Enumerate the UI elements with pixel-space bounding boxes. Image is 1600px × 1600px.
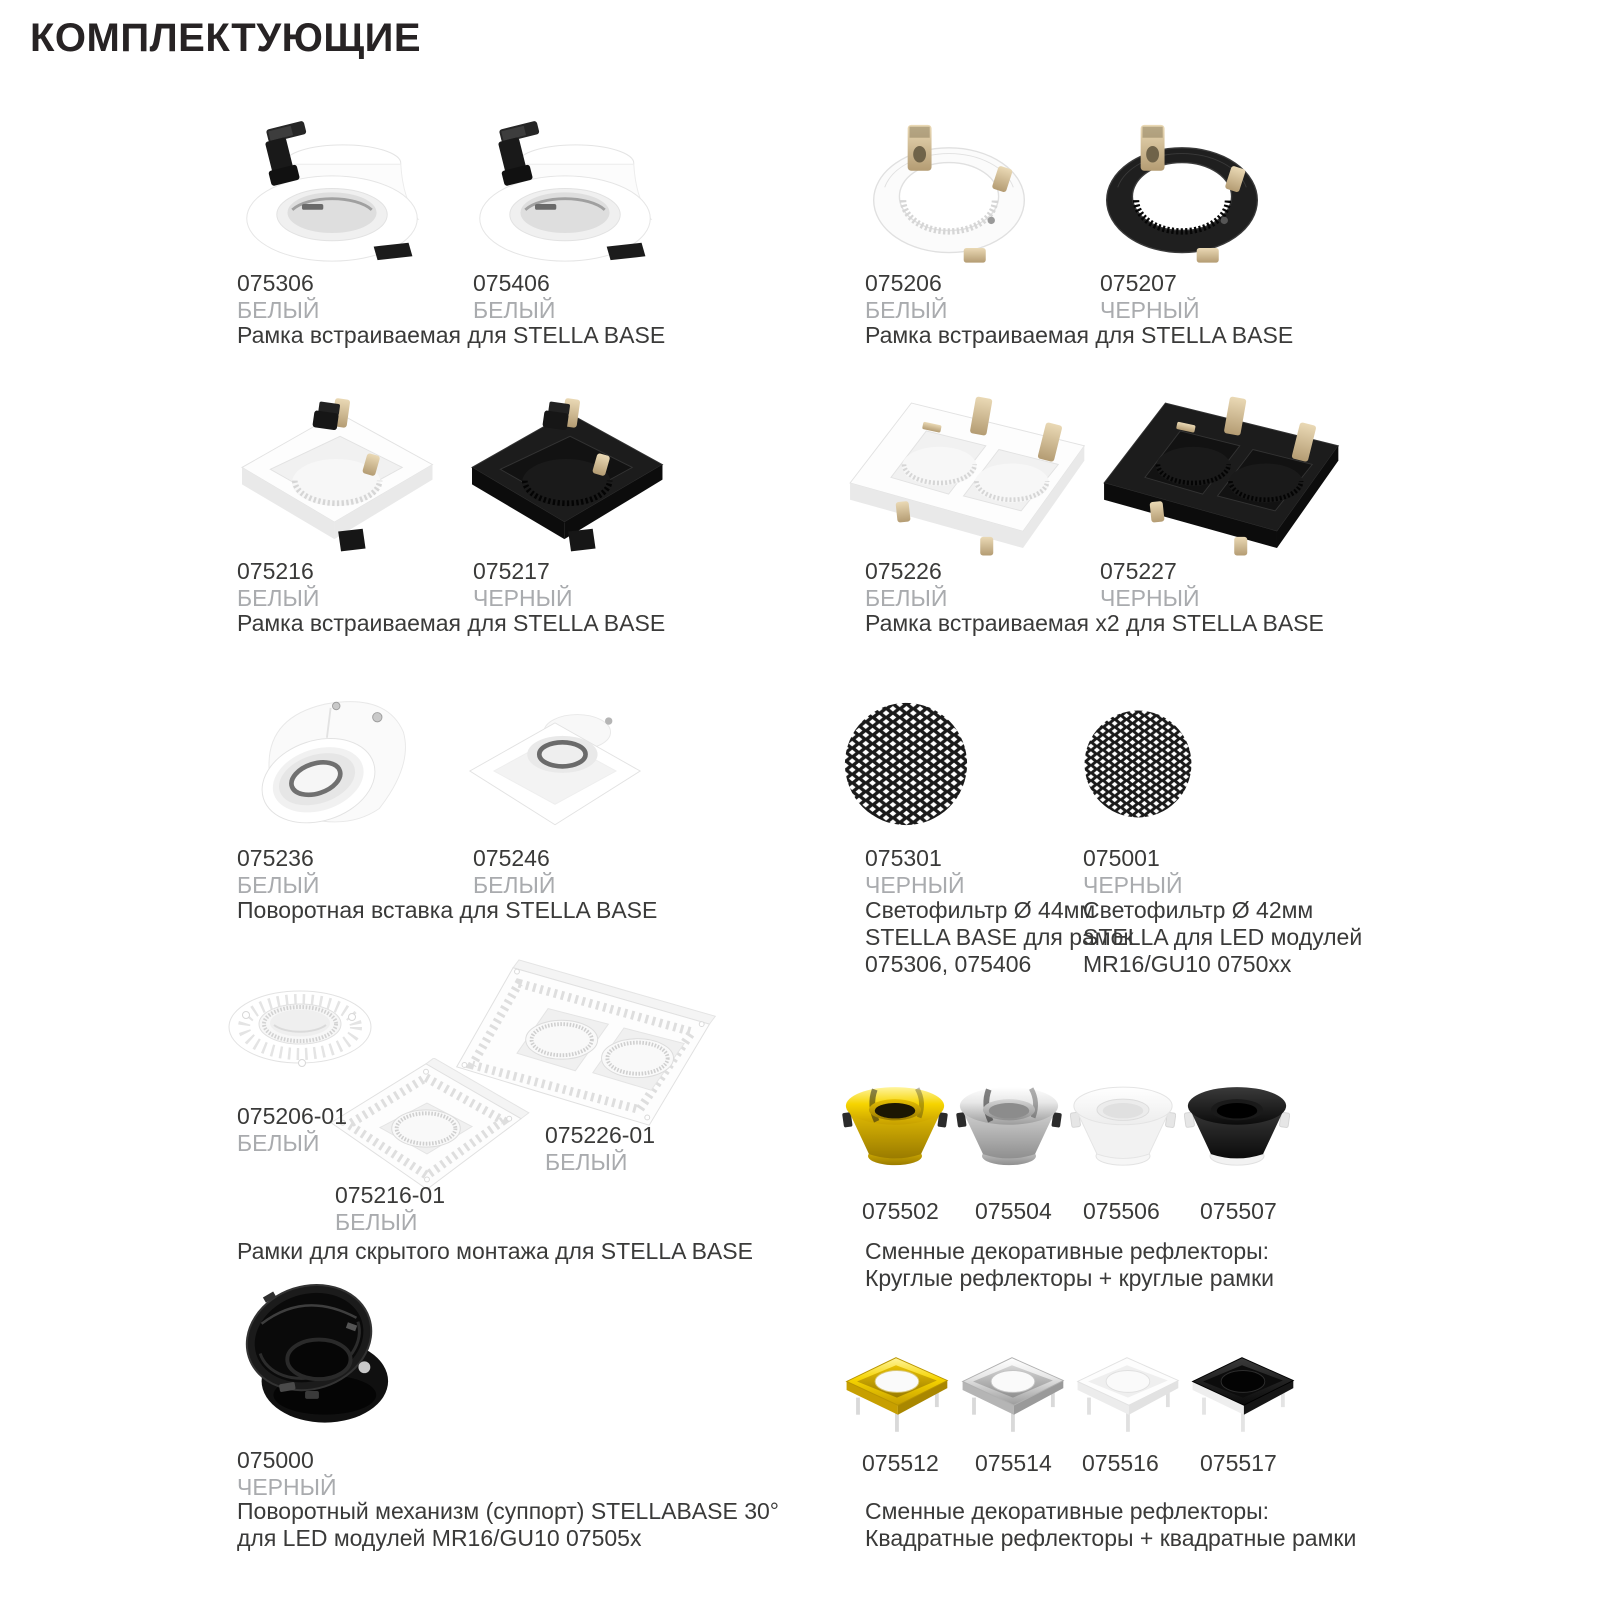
product-code: 075502 <box>862 1198 939 1224</box>
product-label-075207 <box>1100 270 1200 324</box>
product-label-075206 <box>865 270 947 324</box>
product-image-075406 <box>458 110 673 265</box>
product-image-075000 <box>228 1262 396 1430</box>
product-image-075301 <box>842 700 970 828</box>
product-color: БЕЛЫЙ <box>865 585 948 611</box>
product-image-075506 <box>1070 1085 1176 1175</box>
caption-support <box>237 1498 779 1552</box>
product-label-075406 <box>473 270 555 324</box>
product-code: 075226-01 <box>545 1122 655 1148</box>
product-color: БЕЛЫЙ <box>237 585 320 611</box>
caption-line: Поворотный механизм (суппорт) STELLABASE 30° <box>237 1498 780 1524</box>
product-color: ЧЕРНЫЙ <box>1100 297 1200 323</box>
product-label-075506 <box>1083 1198 1160 1225</box>
product-color: ЧЕРНЫЙ <box>473 585 573 611</box>
product-color: ЧЕРНЫЙ <box>865 872 965 898</box>
product-code: 075001 <box>1083 845 1160 871</box>
product-label-075226-01 <box>545 1122 655 1176</box>
product-code: 075216-01 <box>335 1182 445 1208</box>
product-label-075227 <box>1100 558 1200 612</box>
product-color: БЕЛЫЙ <box>545 1149 628 1175</box>
product-code: 075506 <box>1083 1198 1160 1224</box>
product-color: ЧЕРНЫЙ <box>237 1474 337 1500</box>
product-image-075514 <box>954 1352 1070 1447</box>
caption-line: Круглые рефлекторы + круглые рамки <box>865 1265 1275 1291</box>
product-code: 075207 <box>1100 270 1177 296</box>
product-code: 075216 <box>237 558 314 584</box>
product-code: 075246 <box>473 845 550 871</box>
product-label-075502 <box>862 1198 939 1225</box>
product-color: БЕЛЫЙ <box>335 1209 418 1235</box>
product-label-075306 <box>237 270 319 324</box>
product-label-075514 <box>975 1450 1052 1477</box>
caption-line: STELLA для LED модулей <box>1083 924 1363 950</box>
product-label-075246 <box>473 845 555 899</box>
product-label-075504 <box>975 1198 1052 1225</box>
product-code: 075206 <box>865 270 942 296</box>
product-code: 075000 <box>237 1447 314 1473</box>
product-label-075217 <box>473 558 573 612</box>
product-label-075226 <box>865 558 947 612</box>
caption-filter-075001 <box>1083 897 1362 978</box>
product-label-075236 <box>237 845 319 899</box>
caption-line: MR16/GU10 0750xx <box>1083 951 1292 977</box>
caption-reflectors-square <box>865 1498 1356 1552</box>
product-label-075507 <box>1200 1198 1277 1225</box>
caption-line: Светофильтр Ø 42мм <box>1083 897 1314 923</box>
product-code: 075512 <box>862 1450 939 1476</box>
product-image-075216-01 <box>322 1058 530 1200</box>
product-label-075000 <box>237 1447 337 1501</box>
product-image-075216 <box>222 392 444 557</box>
product-image-075512 <box>838 1352 954 1447</box>
product-image-075226 <box>836 390 1104 562</box>
caption-frames-double: Рамка встраиваемая x2 для STELLA BASE <box>865 610 1324 636</box>
product-code: 075217 <box>473 558 550 584</box>
product-image-075001 <box>1082 708 1194 820</box>
page-title: КОМПЛЕКТУЮЩИЕ <box>30 16 422 60</box>
caption-line: STELLA BASE для рамок <box>865 924 1134 950</box>
product-label-075512 <box>862 1450 939 1477</box>
product-code: 075227 <box>1100 558 1177 584</box>
product-code: 075306 <box>237 270 314 296</box>
product-image-075227 <box>1090 390 1358 562</box>
product-image-075517 <box>1184 1352 1300 1447</box>
caption-frames-round-bw: Рамка встраиваемая для STELLA BASE <box>865 322 1294 348</box>
product-code: 075504 <box>975 1198 1052 1224</box>
caption-line: Сменные декоративные рефлекторы: <box>865 1238 1270 1264</box>
product-code: 075236 <box>237 845 314 871</box>
product-image-075504 <box>956 1085 1062 1175</box>
product-code: 075514 <box>975 1450 1052 1476</box>
product-code: 075507 <box>1200 1198 1277 1224</box>
caption-frames-square: Рамка встраиваемая для STELLA BASE <box>237 610 666 636</box>
product-image-075246 <box>455 684 655 846</box>
product-color: БЕЛЫЙ <box>237 297 320 323</box>
product-code: 075406 <box>473 270 550 296</box>
product-color: БЕЛЫЙ <box>237 1130 320 1156</box>
caption-frames-round-white: Рамка встраиваемая для STELLA BASE <box>237 322 666 348</box>
caption-reflectors-round <box>865 1238 1274 1292</box>
product-label-075206-01 <box>237 1103 347 1157</box>
product-label-075517 <box>1200 1450 1277 1477</box>
product-image-075502 <box>842 1085 948 1175</box>
caption-inserts: Поворотная вставка для STELLA BASE <box>237 897 658 923</box>
product-color: ЧЕРНЫЙ <box>1083 872 1183 898</box>
product-color: БЕЛЫЙ <box>473 872 556 898</box>
product-code: 075206-01 <box>237 1103 347 1129</box>
product-code: 075517 <box>1200 1450 1277 1476</box>
product-code: 075301 <box>865 845 942 871</box>
product-label-075516 <box>1082 1450 1159 1477</box>
product-code: 075226 <box>865 558 942 584</box>
caption-line: Сменные декоративные рефлекторы: <box>865 1498 1270 1524</box>
product-color: БЕЛЫЙ <box>865 297 948 323</box>
product-color: БЕЛЫЙ <box>237 872 320 898</box>
caption-hidden-frames: Рамки для скрытого монтажа для STELLA BASE <box>237 1238 753 1264</box>
caption-line: Квадратные рефлекторы + квадратные рамки <box>865 1525 1357 1551</box>
product-image-075516 <box>1069 1352 1185 1447</box>
product-label-075216-01 <box>335 1182 445 1236</box>
caption-line: для LED модулей MR16/GU10 07505x <box>237 1525 642 1551</box>
product-image-075206 <box>855 112 1043 270</box>
product-image-075217 <box>452 392 674 557</box>
caption-line: 075306, 075406 <box>865 951 1032 977</box>
product-image-075207 <box>1088 112 1276 270</box>
product-label-075301 <box>865 845 965 899</box>
product-label-075216 <box>237 558 319 612</box>
product-color: БЕЛЫЙ <box>473 297 556 323</box>
product-code: 075516 <box>1082 1450 1159 1476</box>
product-image-075236 <box>230 678 435 846</box>
product-label-075001 <box>1083 845 1183 899</box>
product-color: ЧЕРНЫЙ <box>1100 585 1200 611</box>
product-image-075507 <box>1184 1085 1290 1175</box>
product-image-075306 <box>225 110 440 265</box>
caption-line: Светофильтр Ø 44мм <box>865 897 1096 923</box>
